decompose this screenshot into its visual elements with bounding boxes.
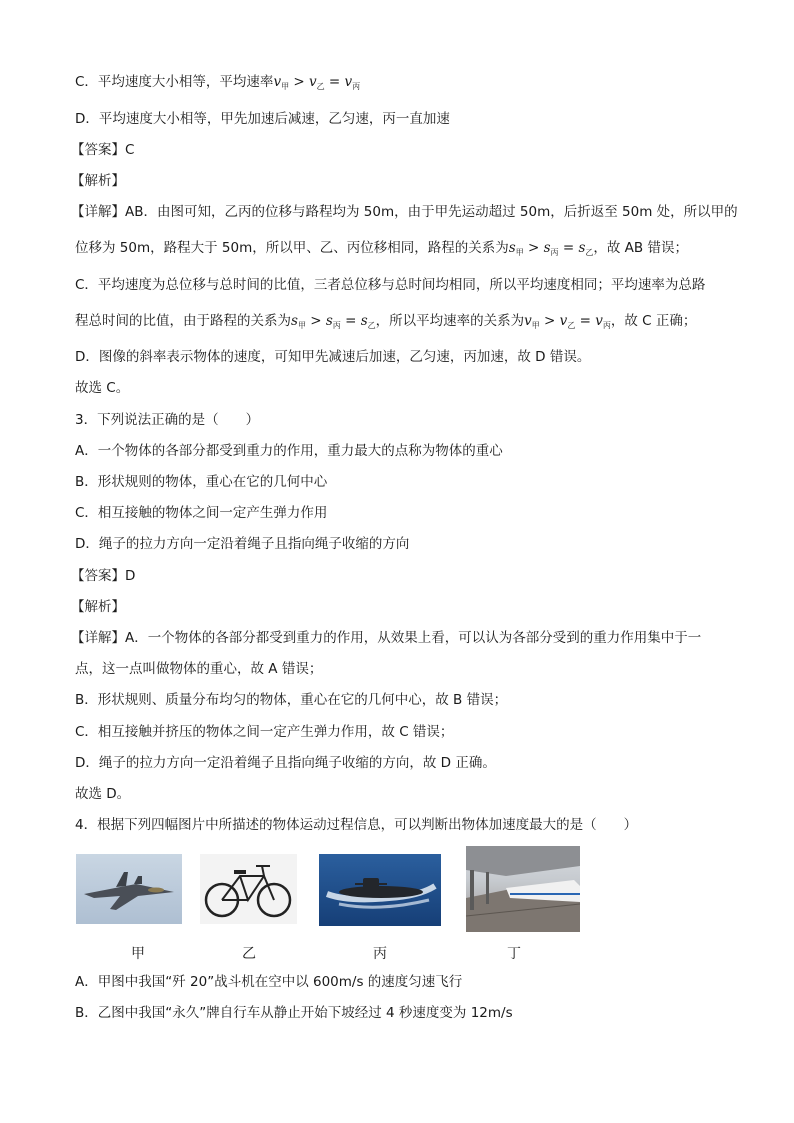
answer-label: 【答案】: [71, 142, 125, 158]
question-3-option-d: D．绳子的拉力方向一定沿着绳子且指向绳子收缩的方向: [75, 536, 410, 552]
answer-2: [71, 140, 134, 160]
detail-3-b: B．形状规则、质量分布均匀的物体，重心在它的几何中心，故 B 错误；: [75, 692, 508, 708]
caption-ding: 丁: [507, 946, 521, 962]
submarine-icon: [319, 854, 441, 926]
question-3-option-c: C．相互接触的物体之间一定产生弹力作用: [75, 505, 328, 521]
high-speed-train-image: [466, 846, 580, 932]
detail-3-c: C．相互接触并挤压的物体之间一定产生弹力作用，故 C 错误；: [75, 724, 454, 740]
math-expr: $s_甲 > s_丙 = s_乙$: [291, 313, 376, 330]
option-d-line: D．平均速度大小相等，甲先加速后减速，乙匀速，丙一直加速: [75, 111, 450, 127]
answer-3: [71, 566, 135, 586]
conclusion-1: 故选 C。: [75, 380, 130, 396]
fighter-jet-image: [76, 854, 182, 924]
question-3: 3．下列说法正确的是（ ）: [75, 412, 260, 428]
detail-c-line-1: C．平均速度为总位移与总时间的比值，三者总位移与总时间均相同，所以平均速度相同；平均速率为总路: [75, 277, 706, 293]
question-3-option-a: A．一个物体的各部分都受到重力的作用，重力最大的点称为物体的重心: [75, 443, 503, 459]
answer-value: C: [125, 142, 135, 158]
submarine-image: [319, 854, 441, 926]
detail-3-d: D．绳子的拉力方向一定沿着绳子且指向绳子收缩的方向，故 D 正确。: [75, 755, 496, 771]
caption-bing: 丙: [373, 946, 387, 962]
conclusion-2: 故选 D。: [75, 786, 131, 802]
answer-label: 【答案】: [71, 568, 125, 584]
question-4-option-a: A．甲图中我国“歼 20”战斗机在空中以 600m/s 的速度匀速飞行: [75, 974, 463, 990]
question-3-option-b: B．形状规则的物体，重心在它的几何中心: [75, 474, 328, 490]
math-expr: $v_甲 > v_乙 = v_丙$: [524, 313, 611, 330]
detail-d-line: D．图像的斜率表示物体的速度，可知甲先减速后加速，乙匀速，丙加速，故 D 错误。: [75, 349, 591, 365]
question-4: 4．根据下列四幅图片中所描述的物体运动过程信息，可以判断出物体加速度最大的是（ ）: [75, 817, 638, 833]
train-icon: [466, 846, 580, 932]
caption-yi: 乙: [242, 946, 256, 962]
math-expr: $v_甲 > v_乙 = v_丙$: [273, 74, 361, 91]
option-c-line: [75, 72, 360, 97]
option-c-text: C．平均速度大小相等，平均速率: [75, 74, 274, 90]
analysis-heading-1: 【解析】: [71, 173, 125, 189]
math-expr: $s_甲 > s_丙 = s_乙$: [508, 240, 594, 257]
question-4-option-b: B．乙图中我国“永久”牌自行车从静止开始下坡经过 4 秒速度变为 12m/s: [75, 1005, 513, 1021]
detail-3-a-line-1: 【详解】A．一个物体的各部分都受到重力的作用，从效果上看，可以认为各部分受到的重力作用集中于一: [71, 630, 702, 646]
fighter-jet-icon: [76, 854, 182, 924]
analysis-heading-2: 【解析】: [71, 599, 125, 615]
detail-c-line-2: 程总时间的比值，由于路程的关系为$s_甲 > s_丙 = s_乙$，所以平均速率的关系为$v_甲 > v_乙 = v_丙$，故 C 正确；: [75, 313, 697, 330]
answer-value: D: [125, 568, 136, 584]
bicycle-icon: [200, 854, 297, 924]
bicycle-image: [200, 854, 297, 924]
detail-ab-line-2: 位移为 50m，路程大于 50m，所以甲、乙、丙位移相同，路程的关系为$s_甲 > s_丙 = s_乙$，故 AB 错误；: [75, 240, 688, 257]
detail-3-a-line-2: 点，这一点叫做物体的重心，故 A 错误；: [75, 661, 323, 677]
caption-jia: 甲: [131, 946, 145, 962]
detail-ab-line-1: 【详解】AB．由图可知，乙丙的位移与路程均为 50m，由于甲先运动超过 50m，后折返至 50m 处，所以甲的: [71, 204, 738, 220]
